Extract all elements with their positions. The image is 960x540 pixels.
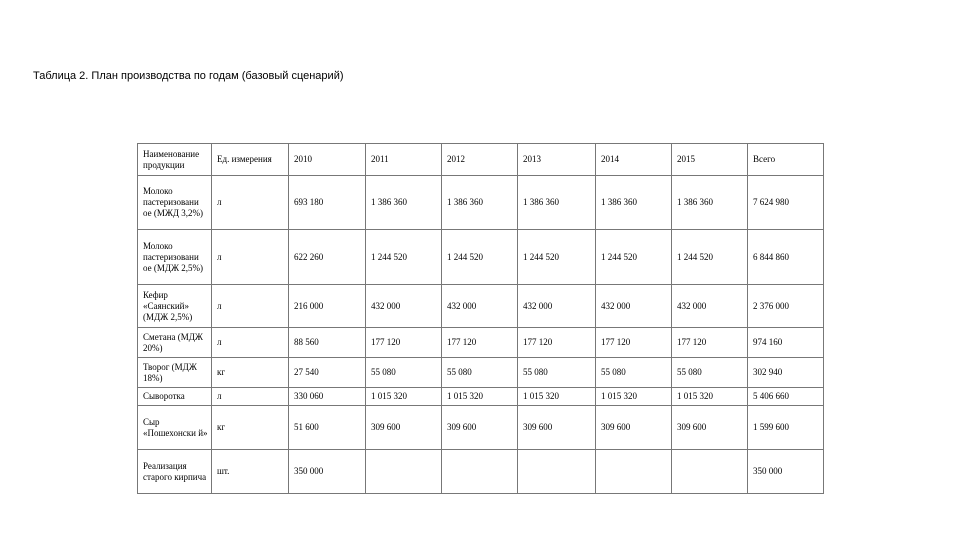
cell-year-2015: 309 600	[672, 406, 748, 450]
cell-product-name: Сыворотка	[138, 388, 212, 406]
cell-year-2011: 432 000	[366, 285, 442, 328]
table-row	[138, 285, 824, 328]
cell-total: 2 376 000	[748, 285, 824, 328]
cell-total: 1 599 600	[748, 406, 824, 450]
table-row	[138, 406, 824, 450]
cell-year-2014: 177 120	[596, 328, 672, 358]
cell-year-2011	[366, 450, 442, 494]
cell-product-name: Творог (МДЖ 18%)	[138, 358, 212, 388]
cell-year-2012: 177 120	[442, 328, 518, 358]
cell-product-name: Реализация старого кирпича	[138, 450, 212, 494]
cell-year-2011: 55 080	[366, 358, 442, 388]
cell-year-2010: 216 000	[289, 285, 366, 328]
header-year-2011: 2011	[366, 144, 442, 176]
cell-total: 974 160	[748, 328, 824, 358]
cell-year-2014: 55 080	[596, 358, 672, 388]
cell-year-2014	[596, 450, 672, 494]
cell-year-2010: 622 260	[289, 230, 366, 285]
header-total: Всего	[748, 144, 824, 176]
cell-year-2015: 177 120	[672, 328, 748, 358]
table-body	[138, 144, 824, 494]
cell-year-2013: 1 244 520	[518, 230, 596, 285]
cell-product-name: Молоко пастеризовани ое (МЖД 3,2%)	[138, 176, 212, 230]
cell-year-2011: 309 600	[366, 406, 442, 450]
cell-unit: л	[212, 388, 289, 406]
table-row	[138, 358, 824, 388]
cell-unit: л	[212, 176, 289, 230]
cell-year-2010: 350 000	[289, 450, 366, 494]
header-year-2015: 2015	[672, 144, 748, 176]
cell-year-2013: 432 000	[518, 285, 596, 328]
table-header-row	[138, 144, 824, 176]
header-year-2010: 2010	[289, 144, 366, 176]
header-product-name: Наименование продукции	[138, 144, 212, 176]
header-year-2013: 2013	[518, 144, 596, 176]
cell-unit: л	[212, 328, 289, 358]
cell-total: 7 624 980	[748, 176, 824, 230]
cell-year-2012	[442, 450, 518, 494]
cell-unit: кг	[212, 406, 289, 450]
cell-year-2015: 432 000	[672, 285, 748, 328]
cell-year-2011: 1 386 360	[366, 176, 442, 230]
table-row	[138, 328, 824, 358]
cell-year-2015: 1 015 320	[672, 388, 748, 406]
cell-year-2015: 1 386 360	[672, 176, 748, 230]
cell-year-2012: 1 244 520	[442, 230, 518, 285]
cell-year-2013: 1 015 320	[518, 388, 596, 406]
cell-year-2010: 51 600	[289, 406, 366, 450]
cell-product-name: Кефир «Саянский» (МДЖ 2,5%)	[138, 285, 212, 328]
table-row	[138, 450, 824, 494]
cell-year-2013: 1 386 360	[518, 176, 596, 230]
cell-year-2014: 432 000	[596, 285, 672, 328]
cell-unit: кг	[212, 358, 289, 388]
cell-year-2011: 1 015 320	[366, 388, 442, 406]
header-year-2014: 2014	[596, 144, 672, 176]
cell-year-2010: 88 560	[289, 328, 366, 358]
table-row	[138, 230, 824, 285]
cell-unit: шт.	[212, 450, 289, 494]
cell-product-name: Сметана (МДЖ 20%)	[138, 328, 212, 358]
cell-year-2010: 330 060	[289, 388, 366, 406]
cell-year-2013	[518, 450, 596, 494]
header-year-2012: 2012	[442, 144, 518, 176]
table-row	[138, 176, 824, 230]
cell-unit: л	[212, 285, 289, 328]
cell-total: 6 844 860	[748, 230, 824, 285]
cell-year-2012: 1 386 360	[442, 176, 518, 230]
header-unit: Ед. измерения	[212, 144, 289, 176]
cell-year-2015: 55 080	[672, 358, 748, 388]
cell-year-2013: 177 120	[518, 328, 596, 358]
cell-total: 5 406 660	[748, 388, 824, 406]
cell-unit: л	[212, 230, 289, 285]
cell-product-name: Сыр «Пошехонски й»	[138, 406, 212, 450]
cell-year-2011: 177 120	[366, 328, 442, 358]
table-row	[138, 388, 824, 406]
cell-product-name: Молоко пастеризовани ое (МДЖ 2,5%)	[138, 230, 212, 285]
cell-year-2012: 432 000	[442, 285, 518, 328]
cell-year-2014: 1 386 360	[596, 176, 672, 230]
cell-year-2015: 1 244 520	[672, 230, 748, 285]
cell-total: 350 000	[748, 450, 824, 494]
cell-year-2014: 1 244 520	[596, 230, 672, 285]
cell-year-2013: 55 080	[518, 358, 596, 388]
cell-year-2011: 1 244 520	[366, 230, 442, 285]
cell-year-2012: 1 015 320	[442, 388, 518, 406]
cell-year-2010: 693 180	[289, 176, 366, 230]
cell-year-2013: 309 600	[518, 406, 596, 450]
cell-total: 302 940	[748, 358, 824, 388]
cell-year-2014: 309 600	[596, 406, 672, 450]
cell-year-2014: 1 015 320	[596, 388, 672, 406]
cell-year-2012: 55 080	[442, 358, 518, 388]
table-caption: Таблица 2. План производства по годам (базовый сценарий)	[33, 70, 344, 82]
cell-year-2015	[672, 450, 748, 494]
cell-year-2010: 27 540	[289, 358, 366, 388]
cell-year-2012: 309 600	[442, 406, 518, 450]
production-plan-table	[137, 143, 824, 494]
